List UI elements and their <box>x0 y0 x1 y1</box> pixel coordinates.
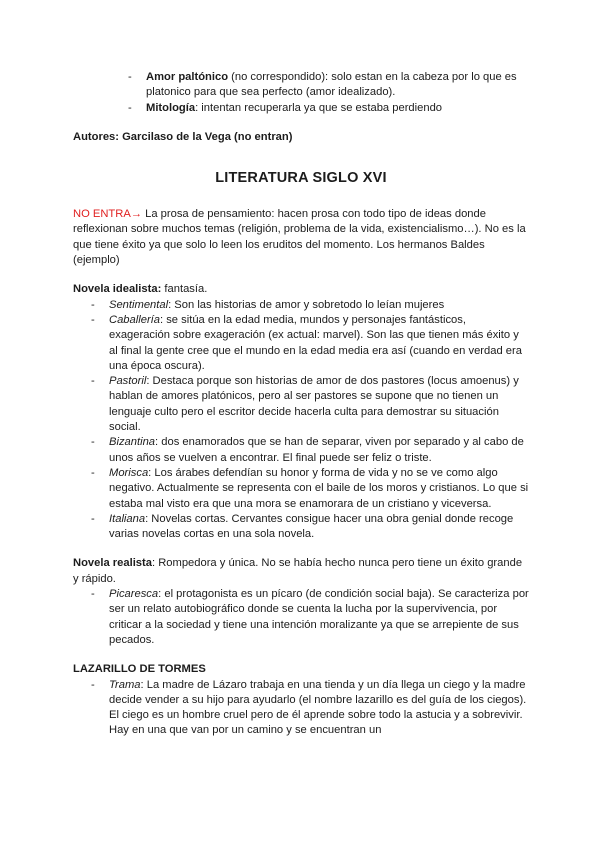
list-item: - Pastoril: Destaca porque son historias de amor de dos pastores (locus amoenus) y hablan de amores platónicos, pero al ser pastores se supone que no tienen un lenguaje culto pero el escritor decide hacerla culta para demostrar su situación social. <box>109 374 529 435</box>
novela-idealista-list <box>73 298 529 543</box>
prosa-text: La prosa de pensamiento: hacen prosa con todo tipo de ideas donde reflexionan sobre muchos temas (religión, problema de la vida, existencialismo…). No es la que tiene éxito ya que solo lo leen los eruditos del momento. Los hermanos Baldes (ejemplo) <box>73 208 526 267</box>
item-text: : intentan recuperarla ya que se estaba perdiendo <box>195 101 443 114</box>
term: Mitología <box>146 101 196 114</box>
list-item: - Bizantina: dos enamorados que se han de separar, viven por separado y al cabo de unos años se vuelven a encontrar. El final puede ser feliz o triste. <box>109 435 529 466</box>
novela-realista-heading: Novela realista: Rompedora y única. No se había hecho nunca pero tiene un éxito grande y rápido. <box>73 557 523 585</box>
list-item: - Sentimental: Son las historias de amor y sobretodo lo leían mujeres <box>109 298 529 313</box>
document-content <box>73 70 529 739</box>
prosa-paragraph <box>73 207 529 268</box>
list-item: - Morisca: Los árabes defendían su honor y forma de vida y no se ve como algo negativo. Actualmente se representa con el baile de los moros y cristianos. Lo que si estaba mal visto era que una mora se enamorara de un cristiano y viceversa. <box>109 466 529 512</box>
top-list <box>73 70 529 116</box>
list-item: - Italiana: Novelas cortas. Cervantes consigue hacer una obra genial donde recoge varias novelas cortas en una sola novela. <box>109 512 529 543</box>
lazarillo-list <box>73 678 529 739</box>
novela-realista-list <box>73 587 529 648</box>
novela-idealista-heading: Novela idealista: fantasía. <box>73 283 208 296</box>
no-entra-tag: NO ENTRA→ <box>73 208 142 221</box>
list-item: - Trama: La madre de Lázaro trabaja en una tienda y un día llega un ciego y la madre decide vender a su hijo para ayudarlo (el nombre lazarillo es del guía de los ciegos). El ciego es un hombre cruel pero de él aprende sobre todo la astucia y a sobrevivir. Hay en una que van por un camino y se encuentran un <box>109 678 529 739</box>
list-item <box>146 70 529 101</box>
list-item <box>146 101 529 116</box>
item-text: (no correspondido): solo estan en la cabeza por lo que es platonico para que sea perfecto (amor idealizado). <box>146 71 517 99</box>
autores-line: Autores: Garcilaso de la Vega (no entran) <box>73 130 293 143</box>
page-title: LITERATURA SIGLO XVI <box>215 170 387 187</box>
list-item: - Picaresca: el protagonista es un pícaro (de condición social baja). Se caracteriza por ser un relato autobiográfico donde se cuenta la lucha por la supervivencia, por criticar a la sociedad y tiene una intención moralizante ya que se arrepiente de sus pecados. <box>109 587 529 648</box>
term: Amor paltónico <box>146 71 229 83</box>
lazarillo-heading: LAZARILLO DE TORMES <box>73 663 206 676</box>
list-item: - Caballería: se sitúa en la edad media, mundos y personajes fantásticos, exageración sobre exageración (ex actual: marvel). Son las que tienen más éxito y al final la gente cree que el mundo en la edad media era así (cuando en verdad era una época oscura). <box>109 313 529 374</box>
